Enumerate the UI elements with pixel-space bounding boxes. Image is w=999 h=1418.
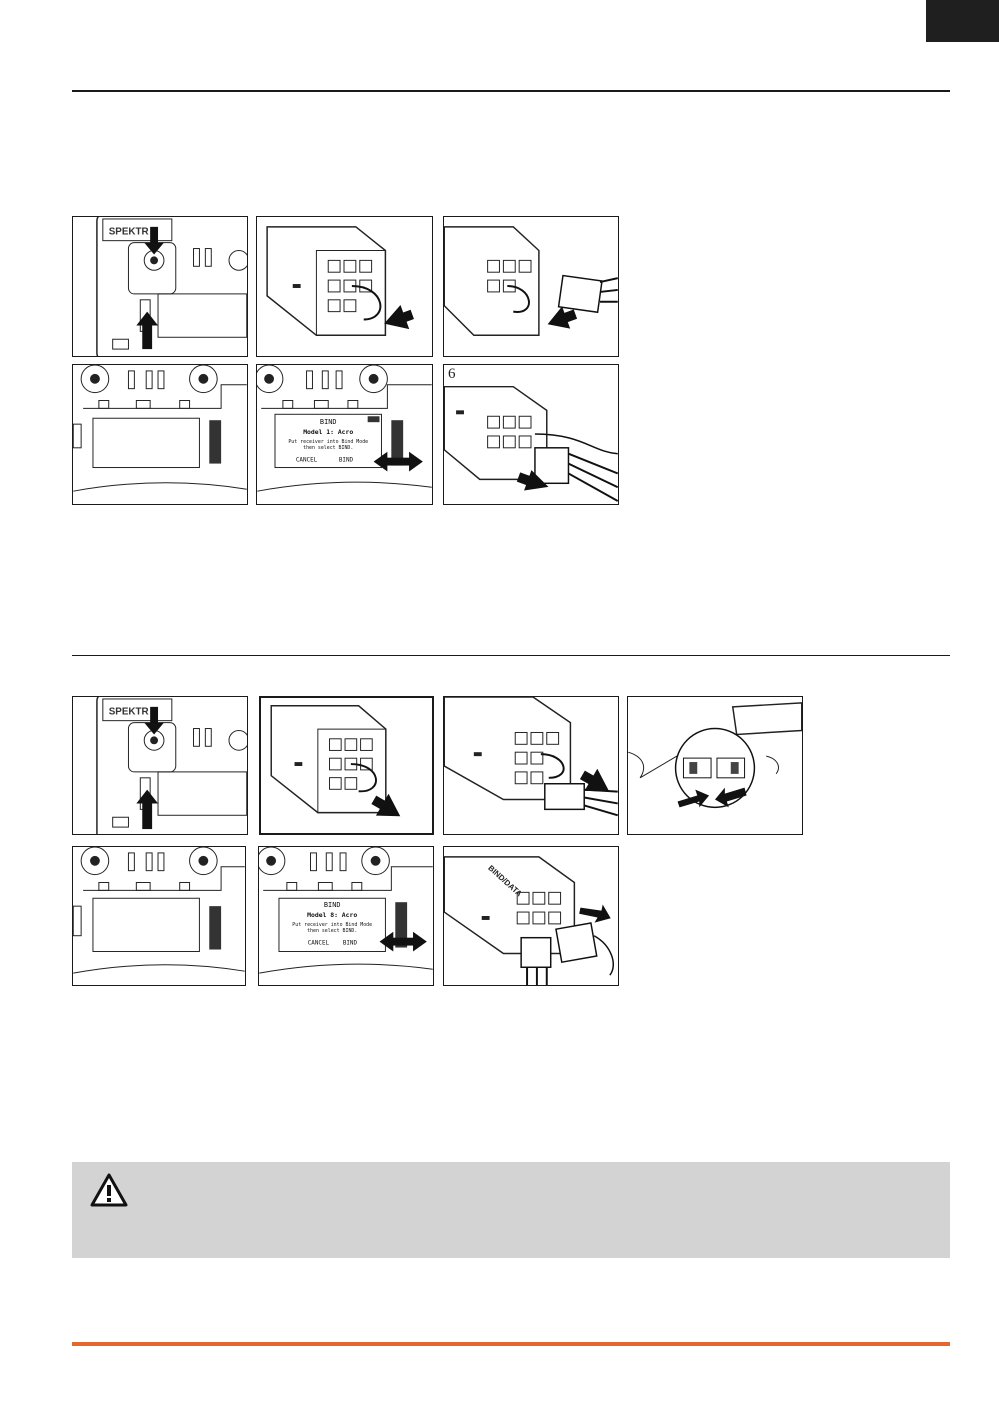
- transmitter-logo: SPEKTR: [108, 226, 149, 238]
- figure-receiver-unplug-2: [443, 846, 619, 986]
- bind-screen-line1: Put receiver into Bind Mode: [288, 438, 369, 445]
- section-rule-middle: [72, 655, 950, 656]
- section-rule-top: [72, 90, 950, 92]
- warning-box: [72, 1162, 950, 1258]
- bind-screen-cancel: CANCEL: [295, 457, 318, 464]
- transmitter-logo: SPEKTR: [108, 706, 149, 718]
- figure-transmitter-screen-blank: [72, 364, 248, 505]
- bind-screen-bind: BIND: [338, 457, 354, 464]
- figure-receiver-bind-plug: [256, 216, 433, 357]
- figure-receiver-battery-plug: [443, 216, 619, 357]
- bind-screen-line2: then select BIND.: [307, 927, 358, 934]
- step-number: 6: [448, 366, 456, 382]
- bind-screen-title: BIND: [323, 901, 341, 910]
- bind-screen-bind: BIND: [342, 940, 358, 947]
- warning-triangle-icon: [89, 1172, 129, 1208]
- footer-accent-bar: [72, 1342, 950, 1346]
- figure-receiver-battery-plug-2: [443, 696, 619, 835]
- page-corner-tab: [926, 0, 999, 42]
- figure-receiver-bind-plug-2: [259, 696, 434, 835]
- figure-battery-connect: [627, 696, 803, 835]
- bind-screen-cancel: CANCEL: [307, 940, 330, 947]
- arrow-icon: [577, 896, 614, 929]
- arrow-icon: [136, 707, 164, 829]
- figure-transmitter-power-bind-2: [72, 696, 248, 835]
- bind-screen-model: Model 8: Acro: [307, 910, 358, 919]
- bind-screen-model: Model 1: Acro: [303, 428, 354, 437]
- figure-transmitter-bind-screen-2: [258, 846, 434, 986]
- figure-transmitter-bind-screen: [256, 364, 433, 505]
- figure-transmitter-screen-blank-2: [72, 846, 246, 986]
- figure-receiver-unplug: [443, 364, 619, 505]
- bind-screen-line1: Put receiver into Bind Mode: [292, 921, 373, 928]
- arrow-icon: [368, 789, 408, 826]
- figure-transmitter-power-bind: [72, 216, 248, 357]
- bind-screen-title: BIND: [319, 418, 337, 427]
- bind-screen-line2: then select BIND.: [303, 444, 354, 451]
- port-label: BIND/DATA: [486, 863, 524, 899]
